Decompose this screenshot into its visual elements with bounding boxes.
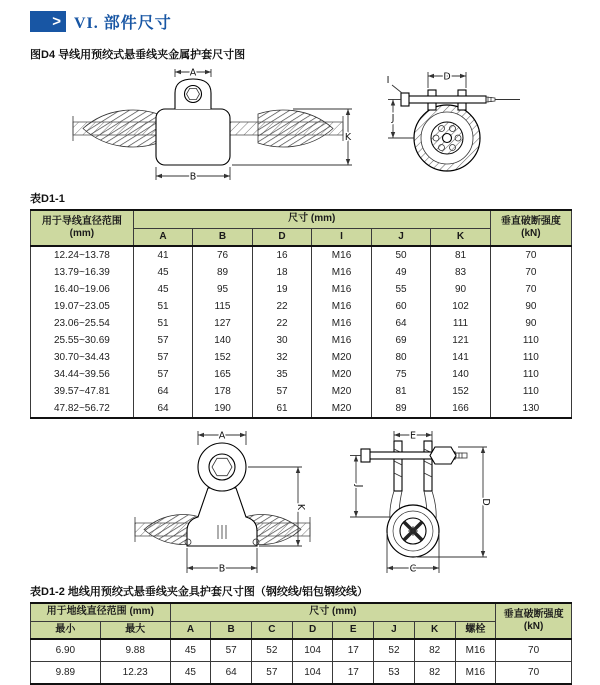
table-cell: 121 — [431, 332, 491, 349]
bolt-shaft — [408, 96, 486, 103]
col-header-d: D — [252, 228, 312, 246]
table-cell: 89 — [193, 264, 253, 281]
table-cell: M16 — [312, 246, 372, 264]
dim-label-k: K — [344, 132, 352, 143]
table-cell: 57 — [252, 383, 312, 400]
table-cell: 70 — [496, 639, 572, 662]
table-cell: 110 — [490, 349, 571, 366]
table-cell: 82 — [414, 639, 455, 662]
table-row — [31, 281, 572, 298]
table-cell: 64 — [371, 315, 431, 332]
bolt-head — [401, 93, 409, 106]
table-cell: 57 — [133, 349, 193, 366]
table-cell: 17 — [333, 639, 374, 662]
table-cell: 9.89 — [31, 662, 101, 685]
table-cell: 30 — [252, 332, 312, 349]
helical-rod-right — [258, 110, 333, 147]
table-cell: 64 — [133, 383, 193, 400]
table-cell: 90 — [431, 281, 491, 298]
table-cell: 57 — [252, 662, 293, 685]
table-cell: 115 — [193, 298, 253, 315]
table-cell: 55 — [371, 281, 431, 298]
table-cell: 104 — [292, 662, 333, 685]
table-row — [31, 264, 572, 281]
table-cell: 39.57~47.81 — [31, 383, 134, 400]
table-cell: 35 — [252, 366, 312, 383]
hanger-strap-left — [394, 441, 402, 491]
dim-label-i: I — [386, 75, 390, 86]
col-header-diameter-range: 用于地线直径范围 (mm) — [31, 603, 171, 621]
table-cell: 51 — [133, 298, 193, 315]
hanger-strap-right — [424, 441, 432, 491]
table-cell: 190 — [193, 400, 253, 418]
table-cell: M16 — [312, 298, 372, 315]
table-cell: 60 — [371, 298, 431, 315]
table-cell: 45 — [170, 639, 211, 662]
table-cell: 64 — [211, 662, 252, 685]
table-cell: 32 — [252, 349, 312, 366]
table-cell: 53 — [374, 662, 415, 685]
dim-label-j: J — [391, 113, 395, 124]
col-header-b: B — [193, 228, 253, 246]
table-cell: 19.07~23.05 — [31, 298, 134, 315]
table-cell: 110 — [490, 332, 571, 349]
col-header-i: I — [312, 228, 372, 246]
table-cell: 52 — [374, 639, 415, 662]
col-header-a: A — [170, 621, 211, 639]
table-cell: 104 — [292, 639, 333, 662]
table-cell: 111 — [431, 315, 491, 332]
col-header-j: J — [371, 228, 431, 246]
table-cell: 130 — [490, 400, 571, 418]
table-cell: 70 — [490, 264, 571, 281]
table-cell: M16 — [312, 315, 372, 332]
table-cell: M20 — [312, 366, 372, 383]
table-cell: 6.90 — [31, 639, 101, 662]
table-cell: 57 — [133, 366, 193, 383]
helical-rod-left — [83, 110, 158, 147]
table-cell: 166 — [431, 400, 491, 418]
table-cell: 83 — [431, 264, 491, 281]
table-cell: 22 — [252, 298, 312, 315]
section-title: VI. 部件尺寸 — [74, 15, 172, 32]
table-cell: 18 — [252, 264, 312, 281]
table-row — [31, 383, 572, 400]
clamp-body — [156, 109, 230, 165]
table-cell: 12.24~13.78 — [31, 246, 134, 264]
eye-clamp-end-view-drawing — [333, 427, 498, 577]
table-cell: 152 — [431, 383, 491, 400]
eye-clamp-side-view-drawing — [130, 427, 315, 577]
table-cell: 178 — [193, 383, 253, 400]
table-cell: 41 — [133, 246, 193, 264]
table-cell: 70 — [490, 281, 571, 298]
dim-label-a: A — [189, 67, 197, 79]
table-cell: 82 — [414, 662, 455, 685]
bolt-thread-tip — [456, 453, 467, 458]
dim-label-j: J — [353, 484, 364, 488]
table-cell: 57 — [211, 639, 252, 662]
table-cell: 23.06~25.54 — [31, 315, 134, 332]
table-cell: 127 — [193, 315, 253, 332]
table-cell: M20 — [312, 400, 372, 418]
figure-d4-caption: 图D4 导线用预绞式悬垂线夹金属护套尺寸图 — [30, 49, 246, 61]
table-cell: 152 — [193, 349, 253, 366]
table-cell: 16.40~19.06 — [31, 281, 134, 298]
table-cell: 90 — [490, 298, 571, 315]
col-header-strength: 垂直破断强度 (kN) — [496, 603, 572, 639]
table-cell: M16 — [312, 332, 372, 349]
table-cell: 81 — [371, 383, 431, 400]
table-cell: M16 — [312, 264, 372, 281]
table-cell: 9.88 — [100, 639, 170, 662]
dim-label-k: K — [295, 503, 306, 511]
dim-label-a: A — [218, 430, 226, 442]
col-header-a: A — [133, 228, 193, 246]
figure-d4-drawings — [30, 66, 572, 184]
table-cell: 165 — [193, 366, 253, 383]
col-header-k: K — [414, 621, 455, 639]
figure-d1-2-drawings — [30, 427, 572, 577]
table-cell: M16 — [312, 281, 372, 298]
bolt-head — [361, 449, 370, 462]
table-cell: 47.82~56.72 — [31, 400, 134, 418]
table-cell: 51 — [133, 315, 193, 332]
dim-label-b: B — [218, 563, 226, 575]
table-cell: 76 — [193, 246, 253, 264]
table-cell: 70 — [490, 246, 571, 264]
table-cell: 16 — [252, 246, 312, 264]
col-header-d: D — [292, 621, 333, 639]
table-cell: 49 — [371, 264, 431, 281]
table-cell: 141 — [431, 349, 491, 366]
dim-label-e: E — [409, 430, 417, 442]
col-header-min: 最小 — [31, 621, 101, 639]
col-header-max: 最大 — [100, 621, 170, 639]
table-cell: 30.70~34.43 — [31, 349, 134, 366]
col-header-c: C — [252, 621, 293, 639]
table-d1-1-label: 表D1-1 — [30, 193, 65, 205]
table-cell: M20 — [312, 383, 372, 400]
clamp-side-view-drawing — [58, 66, 358, 184]
table-cell: 110 — [490, 366, 571, 383]
table-cell: 22 — [252, 315, 312, 332]
table-cell: 25.55~30.69 — [31, 332, 134, 349]
table-cell: 140 — [193, 332, 253, 349]
table-cell: 45 — [133, 264, 193, 281]
col-header-strength: 垂直破断强度 (kN) — [490, 210, 571, 246]
table-cell: 34.44~39.56 — [31, 366, 134, 383]
chevron-icon: > — [30, 11, 66, 32]
table-cell: 140 — [431, 366, 491, 383]
table-cell: 110 — [490, 383, 571, 400]
table-row — [31, 298, 572, 315]
dim-label-b: B — [189, 171, 197, 183]
table-row — [31, 662, 572, 685]
table-cell: 64 — [133, 400, 193, 418]
table-row — [31, 349, 572, 366]
col-header-size: 尺寸 (mm) — [133, 210, 490, 228]
table-d1-2 — [30, 602, 572, 685]
table-cell: M16 — [455, 639, 496, 662]
table-d1-2-label: 表D1-2 地线用预绞式悬垂线夹金具护套尺寸图（钢绞线/铝包钢绞线） — [30, 586, 368, 598]
table-cell: 52 — [252, 639, 293, 662]
table-cell: 61 — [252, 400, 312, 418]
hex-nut-icon — [430, 447, 456, 464]
col-header-k: K — [431, 228, 491, 246]
table-cell: 45 — [133, 281, 193, 298]
bolt-thread-tip — [486, 97, 495, 102]
table-cell: 45 — [170, 662, 211, 685]
table-cell: 19 — [252, 281, 312, 298]
table-d1-1 — [30, 209, 572, 419]
section-header — [30, 10, 572, 33]
table-cell: 17 — [333, 662, 374, 685]
table-cell: 80 — [371, 349, 431, 366]
table-row — [31, 639, 572, 662]
table-cell: 50 — [371, 246, 431, 264]
col-header-bolt: 螺栓 — [455, 621, 496, 639]
table-cell: 75 — [371, 366, 431, 383]
table-cell: 102 — [431, 298, 491, 315]
dim-label-d: D — [443, 71, 451, 83]
table-cell: 69 — [371, 332, 431, 349]
table-cell: M20 — [312, 349, 372, 366]
clamp-end-view-drawing — [372, 66, 522, 184]
dim-label-d: D — [480, 498, 491, 506]
table-cell: M16 — [455, 662, 496, 685]
table-row — [31, 332, 572, 349]
table-row — [31, 315, 572, 332]
table-cell: 13.79~16.39 — [31, 264, 134, 281]
col-header-diameter-range: 用于导线直径范围 (mm) — [31, 210, 134, 246]
table-row — [31, 246, 572, 264]
table-cell: 81 — [431, 246, 491, 264]
col-header-size: 尺寸 (mm) — [170, 603, 496, 621]
table-row — [31, 366, 572, 383]
col-header-e: E — [333, 621, 374, 639]
table-cell: 89 — [371, 400, 431, 418]
table-cell: 95 — [193, 281, 253, 298]
dim-label-c: C — [409, 563, 417, 575]
table-row — [31, 400, 572, 418]
table-cell: 70 — [496, 662, 572, 685]
table-cell: 12.23 — [100, 662, 170, 685]
col-header-j: J — [374, 621, 415, 639]
table-cell: 57 — [133, 332, 193, 349]
table-cell: 90 — [490, 315, 571, 332]
col-header-b: B — [211, 621, 252, 639]
